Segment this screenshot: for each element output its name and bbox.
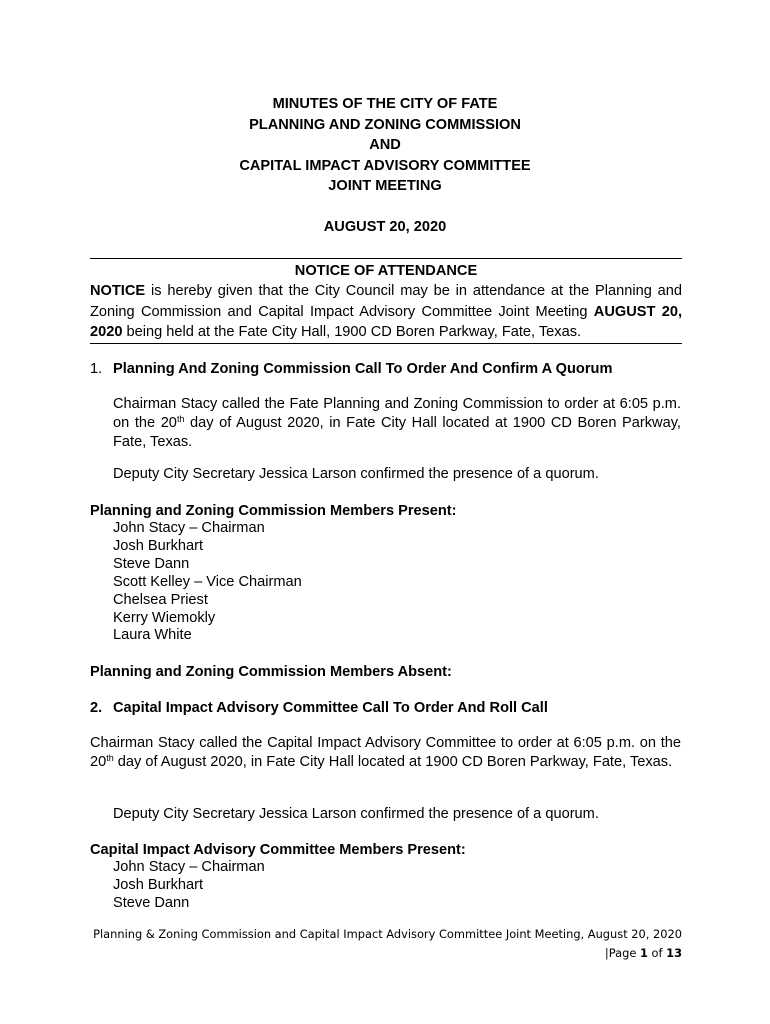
section-2-paragraph: Chairman Stacy called the Capital Impact Advisory Committee to order at 6:05 p.m. on the 20th day of August 2020, in Fate City Hall located at 1900 CD Boren Parkway, Fate, Texas. (90, 735, 681, 770)
page-footer (62, 925, 682, 963)
list-item: Chelsea Priest (113, 591, 208, 608)
title-line: AND (369, 137, 401, 153)
notice-paragraph: NOTICE is hereby given that the City Council may be in attendance at the Planning and Zoning Commission and Capital Impact Advisory Committee Joint Meeting AUGUST 20, 2020 being held at the Fate City Hall, 1900 CD Boren Parkway, Fate, Texas. (90, 283, 683, 340)
list-item: Kerry Wiemokly (113, 609, 216, 626)
meeting-date: AUGUST 20, 2020 (323, 219, 447, 235)
page-number: |Page 1 of 13 (604, 946, 682, 960)
section-2-quorum: Deputy City Secretary Jessica Larson confirmed the presence of a quorum. (113, 806, 599, 822)
ciac-present-list (113, 859, 265, 913)
list-item: John Stacy – Chairman (113, 859, 265, 875)
ciac-present-heading: Capital Impact Advisory Committee Members Present: (90, 842, 466, 858)
title-line: CAPITAL IMPACT ADVISORY COMMITTEE (239, 157, 531, 174)
title-line: MINUTES OF THE CITY OF FATE (272, 96, 498, 112)
section-1-heading: 1. Planning And Zoning Commission Call To Order And Confirm A Quorum (90, 361, 613, 377)
section-1-paragraph: Chairman Stacy called the Fate Planning and Zoning Commission to order at 6:05 p.m. on the 20th day of August 2020, in Fate City Hall located at 1900 CD Boren Parkway, Fate, Texas. (113, 396, 681, 450)
list-item: Steve Dann (113, 555, 190, 572)
pz-present-list (113, 520, 302, 645)
bottom-divider (90, 343, 682, 344)
list-item: Laura White (113, 627, 192, 644)
notice-heading: NOTICE OF ATTENDANCE (294, 263, 478, 279)
list-item: Steve Dann (113, 894, 190, 911)
list-item: Josh Burkhart (113, 537, 204, 554)
document-title (0, 94, 770, 197)
list-item: John Stacy – Chairman (113, 520, 265, 536)
notice-date: AUGUST 20, 2020 (90, 303, 683, 340)
notice-lead: NOTICE (90, 283, 146, 299)
list-item: Josh Burkhart (113, 876, 204, 893)
pz-absent-heading: Planning and Zoning Commission Members Absent: (90, 664, 452, 680)
title-line: JOINT MEETING (328, 178, 442, 194)
section-2-heading: 2. Capital Impact Advisory Committee Call To Order And Roll Call (90, 700, 548, 716)
top-divider (90, 258, 682, 259)
title-line: PLANNING AND ZONING COMMISSION (249, 116, 521, 133)
pz-present-heading: Planning and Zoning Commission Members Present: (90, 503, 457, 519)
list-item: Scott Kelley – Vice Chairman (113, 573, 302, 590)
footer-title: Planning & Zoning Commission and Capital Impact Advisory Committee Joint Meeting, August 20, 2020 (93, 927, 682, 941)
section-1-quorum: Deputy City Secretary Jessica Larson confirmed the presence of a quorum. (113, 466, 599, 482)
